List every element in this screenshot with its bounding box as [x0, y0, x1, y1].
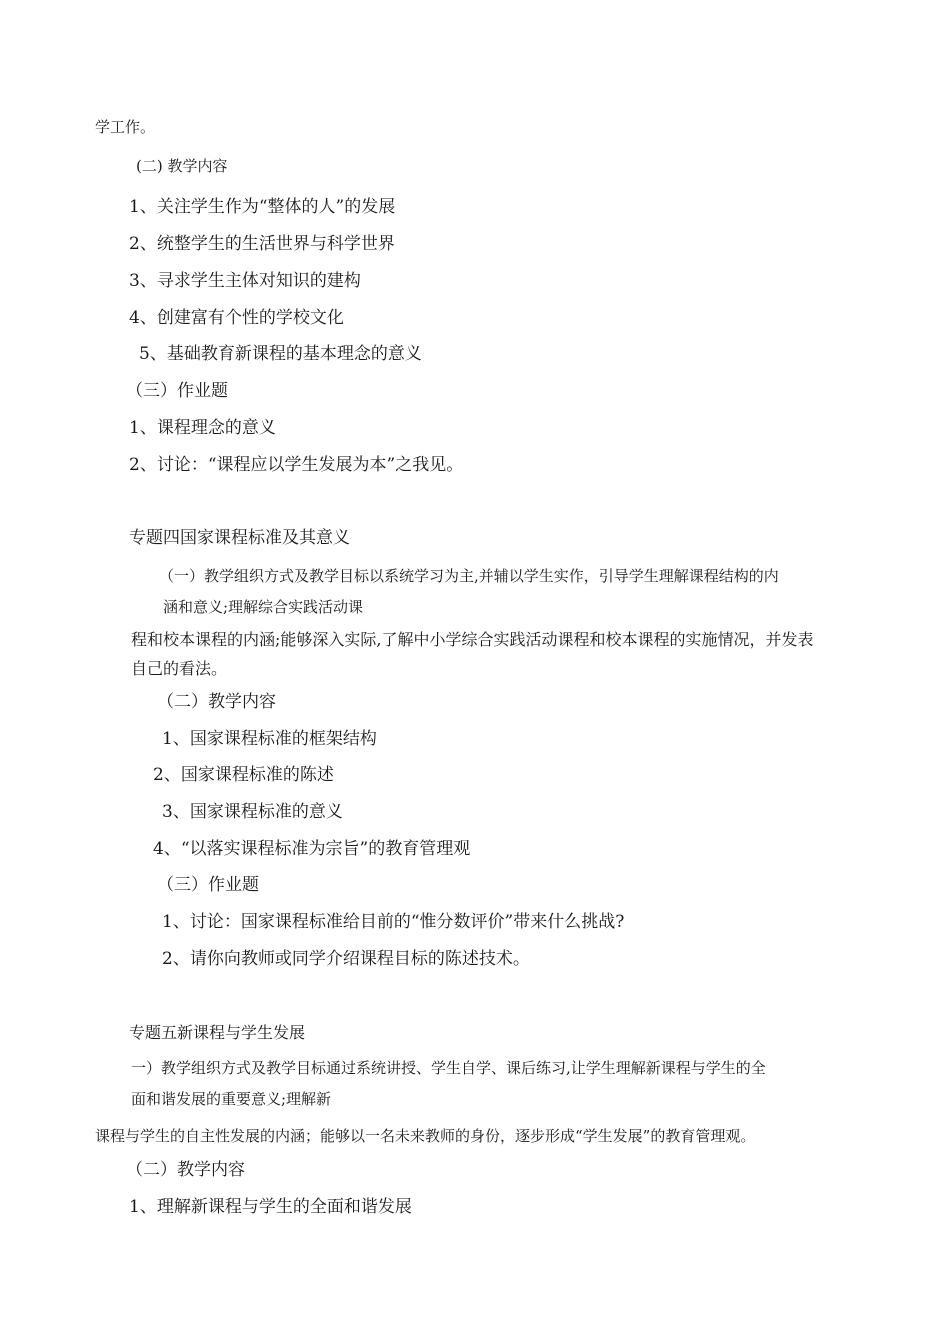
list-item: 2、国家课程标准的陈述 [153, 765, 334, 785]
paragraph-line: 课程与学生的自主性发展的内涵；能够以一名未来教师的身份，逐步形成“学生发展”的教育管理观。 [95, 1127, 756, 1145]
list-item: 2、讨论：“课程应以学生发展为本”之我见。 [129, 455, 464, 475]
paragraph-line: （一）教学组织方式及教学目标以系统学习为主,并辅以学生实作，引导学生理解课程结构的内 [159, 567, 779, 585]
paragraph-line: 涵和意义;理解综合实践活动课 [163, 598, 364, 616]
section-heading: (二) 教学内容 [136, 157, 228, 175]
paragraph-line: 自己的看法。 [131, 659, 228, 678]
list-item: 1、课程理念的意义 [129, 418, 276, 438]
list-item: 1、关注学生作为“整体的人”的发展 [129, 197, 396, 217]
paragraph-line: 面和谐发展的重要意义;理解新 [131, 1090, 332, 1108]
list-item: 5、基础教育新课程的基本理念的意义 [139, 344, 422, 364]
list-item: 1、讨论：国家课程标准给目前的“惟分数评价”带来什么挑战? [162, 912, 625, 932]
list-item: 3、国家课程标准的意义 [162, 802, 343, 822]
paragraph-line: 一）教学组织方式及教学目标通过系统讲授、学生自学、课后练习,让学生理解新课程与学生的全 [131, 1059, 766, 1077]
section-heading: （三）作业题 [126, 381, 228, 401]
list-item: 3、寻求学生主体对知识的建构 [129, 271, 361, 291]
list-item: 4、“以落实课程标准为宗旨”的教育管理观 [153, 839, 471, 859]
list-item: 2、统整学生的生活世界与科学世界 [129, 234, 395, 254]
section-heading: （三）作业题 [157, 875, 259, 895]
topic-title: 专题四国家课程标准及其意义 [129, 528, 350, 548]
list-item: 4、创建富有个性的学校文化 [129, 308, 344, 328]
topic-title: 专题五新课程与学生发展 [129, 1023, 306, 1042]
paragraph-line: 程和校本课程的内涵;能够深入实际,了解中小学综合实践活动课程和校本课程的实施情况，并发表 [131, 630, 814, 649]
section-heading: （二）教学内容 [157, 692, 276, 712]
list-item: 1、理解新课程与学生的全面和谐发展 [129, 1197, 412, 1217]
text-line: 学工作。 [95, 118, 156, 136]
list-item: 2、请你向教师或同学介绍课程目标的陈述技术。 [162, 949, 530, 969]
section-heading: （二）教学内容 [126, 1160, 245, 1180]
list-item: 1、国家课程标准的框架结构 [162, 729, 377, 749]
